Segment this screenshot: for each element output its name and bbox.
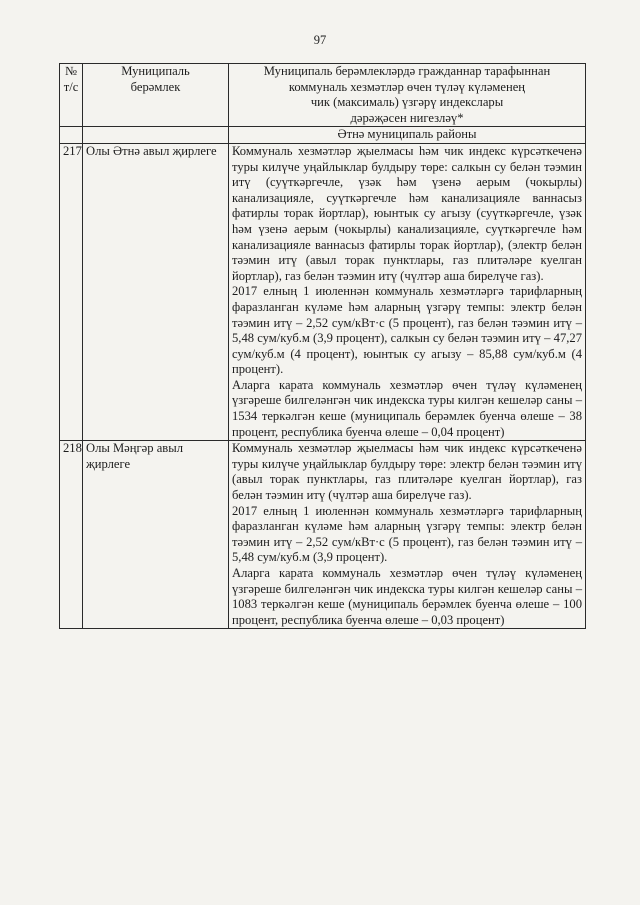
table-row [60, 143, 586, 440]
header-basis-line4: дәрәҗәсен нигезләү* [350, 110, 464, 125]
header-basis [229, 64, 586, 127]
row-number: 218 [60, 441, 83, 629]
row-basis-paragraph: 2017 елның 1 июленнән коммуналь хезмәтләргә тарифларның фаразланган күләме һәм аларның үзгәрү темпы: электр белән тәэмин итү – 2,52 сум/кВт·с (5 процент), газ белән тәэмин итү – 5,48 сум/куб.м (3,9 процент), салкын су белән тәэмин итү – 47,27 сум/куб.м (4 процент), юынтык су агызу – 85,88 сум/куб.м (4 процент). [232, 284, 582, 377]
header-basis-line1: Муниципаль берәмлекләрдә гражданнар тарафыннан [263, 64, 551, 78]
row-basis-paragraph: Аларга карата коммуналь хезмәтләр өчен түләү күләменең үзгәреше билгеләнгән чик индекска туры килгән кешеләр саны – 1083 теркәлгән кеше (муниципаль берәмлек буенча өлеше – 100 процент, республика буенча өлеше – 0,03 процент) [232, 566, 582, 627]
row-municipality: Олы Мәңгәр авыл җирлеге [83, 441, 229, 629]
row-number: 217 [60, 143, 83, 440]
header-municipality-line1: Муниципаль [121, 64, 190, 78]
header-basis-line3: чик (максималь) үзгәрү индекслары [310, 95, 504, 110]
header-number-line1: № [64, 64, 78, 78]
table-row [60, 441, 586, 629]
municipal-index-table [59, 63, 586, 629]
row-basis [229, 143, 586, 440]
header-number [60, 64, 83, 127]
row-basis-paragraph: Аларга карата коммуналь хезмәтләр өчен түләү күләменең үзгәреше билгеләнгән чик индекска туры килгән кешеләр саны – 1534 теркәлгән кеше (муниципаль берәмлек буенча өлеше – 38 процент, республика буенча өлеше – 0,04 процент) [232, 377, 582, 439]
header-municipality [83, 64, 229, 127]
region-title: Әтнә муниципаль районы [229, 127, 586, 144]
row-basis [229, 441, 586, 629]
row-basis-paragraph: Коммуналь хезмәтләр җыелмасы һәм чик индекс күрсәткеченә туры килүче уңайлыклар булдыру төре: электр белән тәэмин итү (авыл торак пунктлары, газ плитәләре куелган йортлар), газ белән тәэмин итү (чүлтәр аша бирелүче газ). [232, 441, 582, 503]
header-municipality-line2: берәмлек [130, 79, 181, 94]
header-number-line2: т/с [63, 79, 79, 94]
region-row [60, 127, 586, 144]
header-basis-line2: коммуналь хезмәтләр өчен түләү күләменең [288, 79, 526, 94]
page-number: 97 [313, 33, 327, 47]
row-basis-paragraph: 2017 елның 1 июленнән коммуналь хезмәтләргә тарифларның фаразланган күләме һәм аларның үзгәрү темпы: электр белән тәэмин итү – 2,52 сум/кВт·с (5 процент), газ белән тәэмин итү – 5,48 сум/куб.м (3,9 процент). [232, 503, 582, 565]
table-header-row [60, 64, 586, 127]
row-municipality: Олы Әтнә авыл җирлеге [83, 143, 229, 440]
row-basis-paragraph: Коммуналь хезмәтләр җыелмасы һәм чик индекс күрсәткеченә туры килүче уңайлыклар булдыру төре: салкын су белән тәэмин итү (суүткәргечле, үзәк һәм үзенә аерым (чокырлы) канализацияле, суүткәргечле һәм канализацияле ваннасыз фатирлы торак йортлар), юынтык су агызу (суүткәргечле, үзәк һәм үзенә аерым (чокырлы) канализацияле, суүткәргечле һәм канализацияле ваннасыз фатирлы торак йортлар), (электр белән тәэмин итү (авыл торак пунктлары, газ плитәләре куелган йортлар), газ белән тәэмин итү (чүлтәр аша бирелүче газ). [232, 143, 582, 283]
